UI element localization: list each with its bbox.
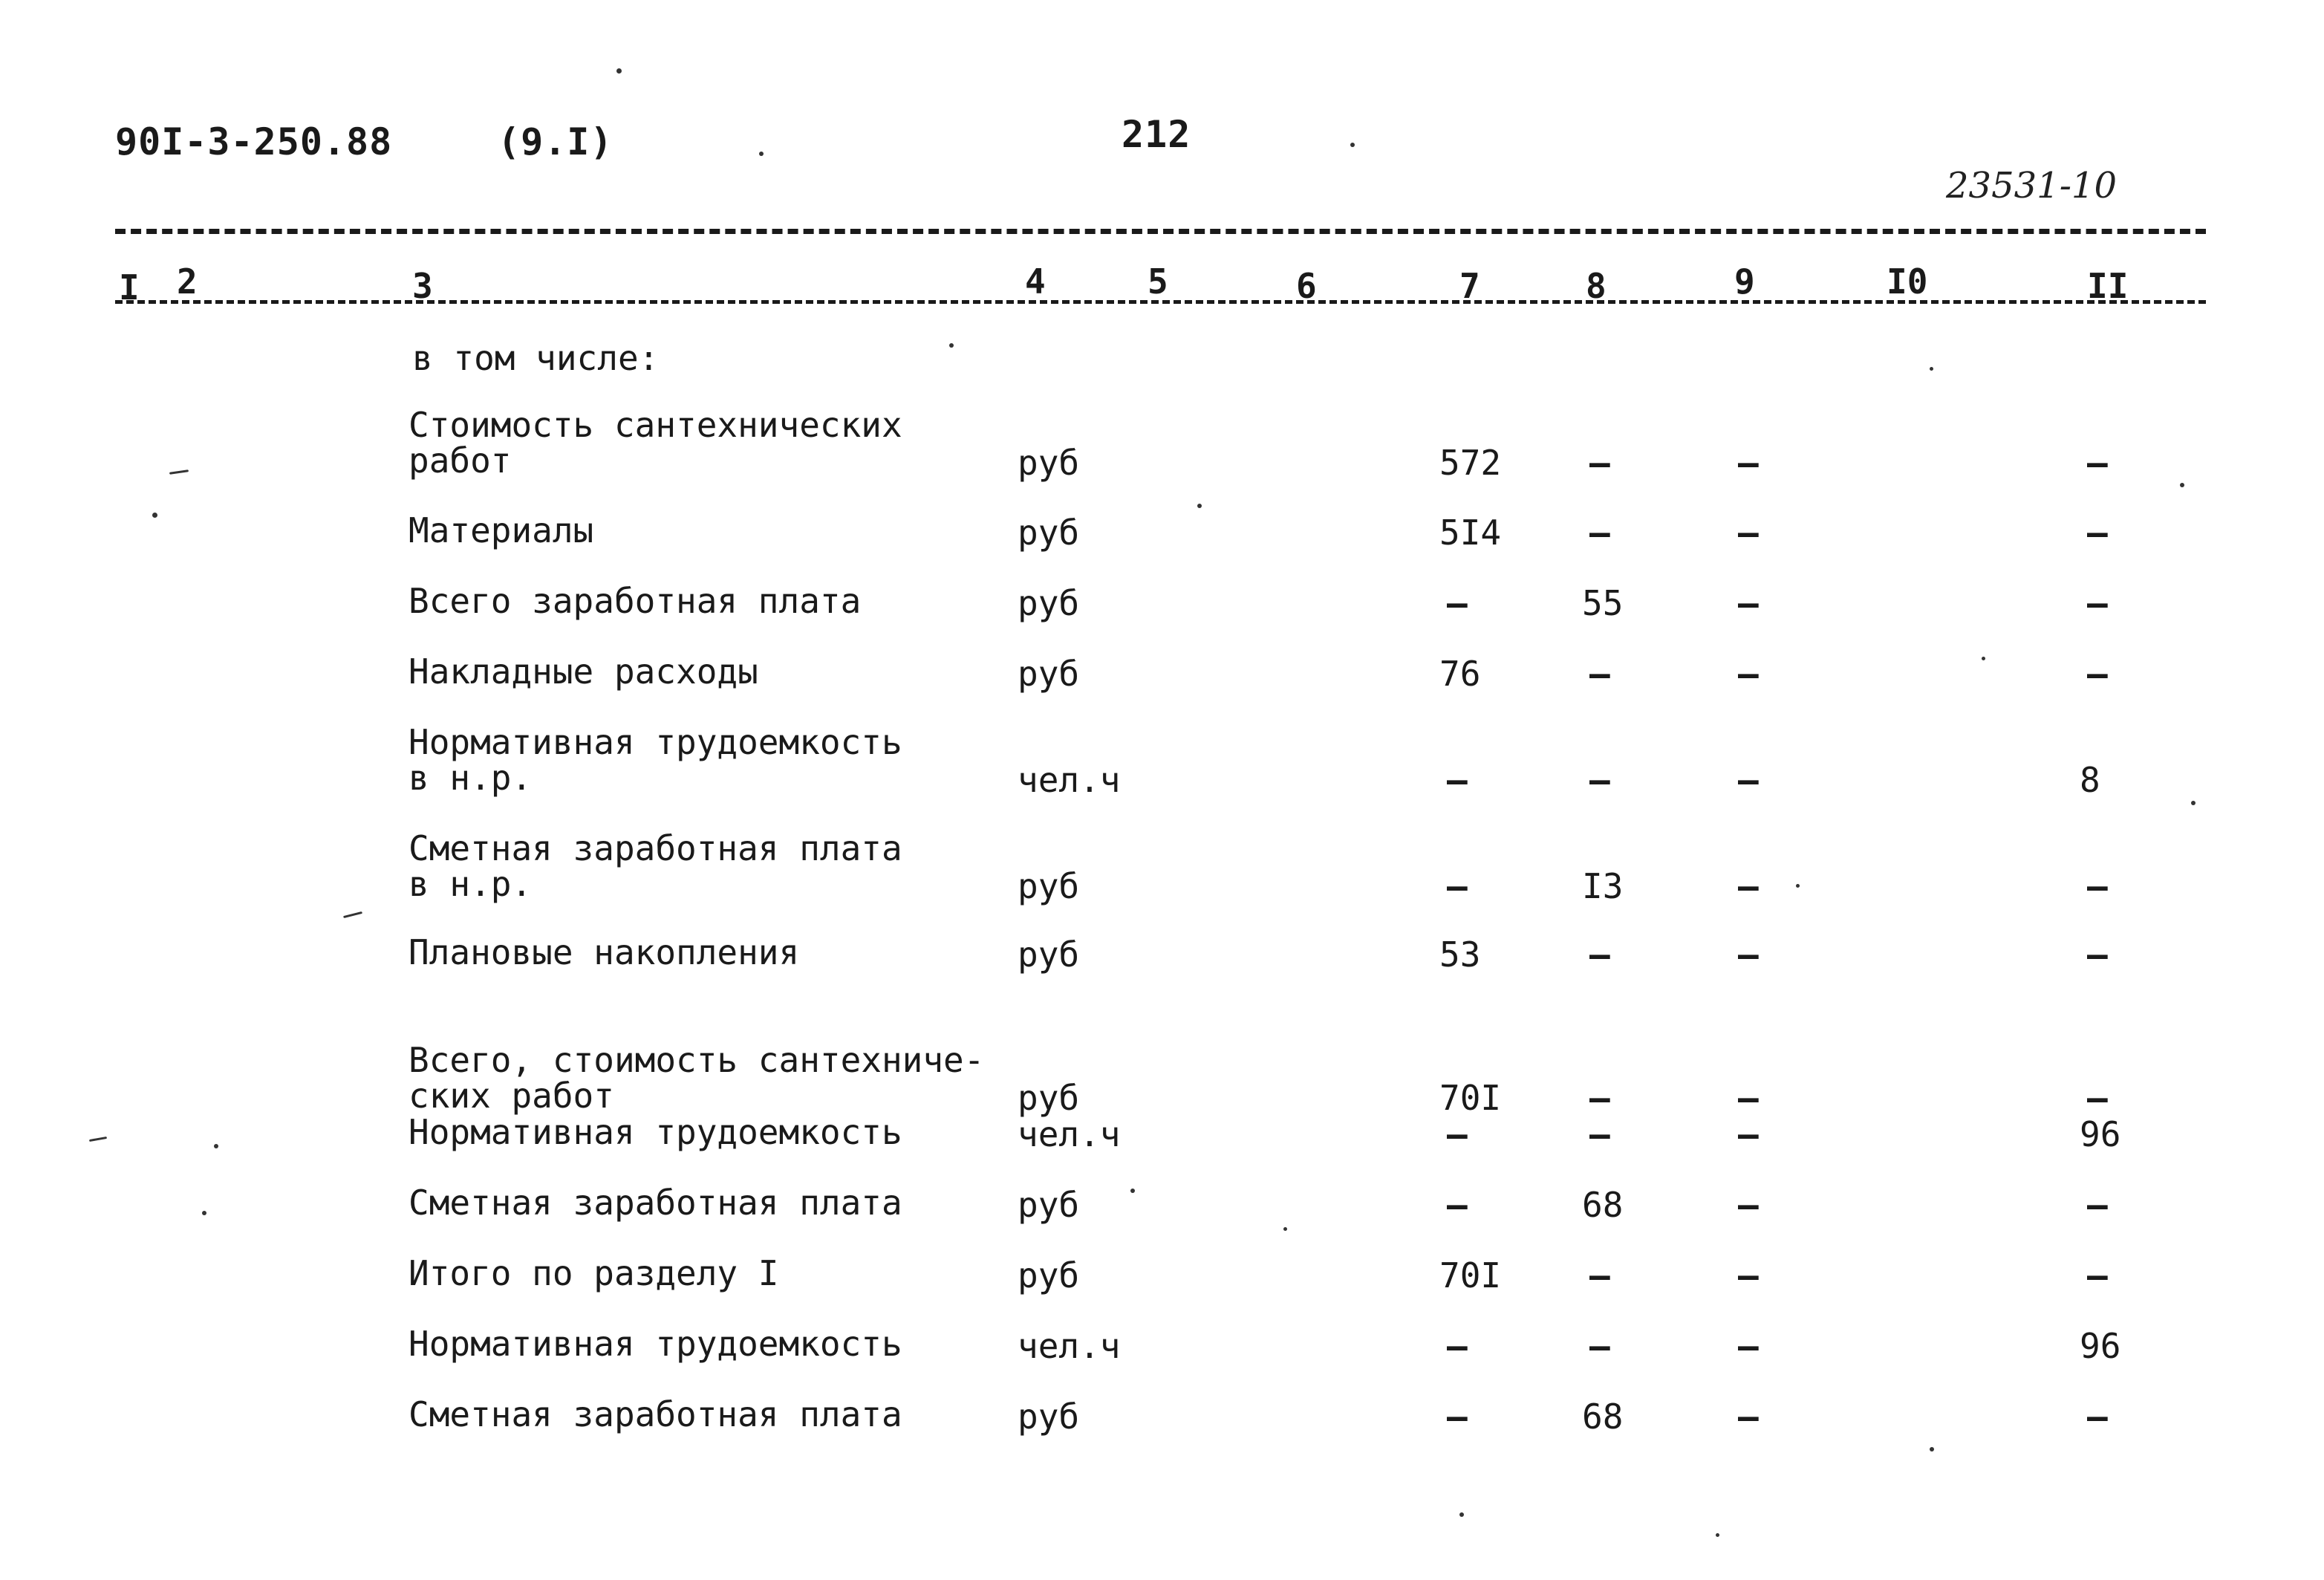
col-number-4: 4 (1025, 261, 1046, 302)
row-unit: руб (1018, 583, 1080, 623)
cell-col11: 8 (2080, 760, 2100, 800)
cell-col8: – (1589, 1326, 1610, 1366)
col-number-8: 8 (1586, 266, 1607, 306)
cell-col8: – (1589, 1078, 1610, 1118)
cell-col8: 55 (1582, 583, 1624, 623)
scan-speck (1982, 657, 1985, 660)
cell-col8: – (1589, 513, 1610, 553)
col-number-11: II (2087, 266, 2129, 306)
cell-col8: 68 (1582, 1185, 1624, 1225)
cell-col11: – (2087, 866, 2108, 906)
col-number-5: 5 (1148, 261, 1168, 302)
row-description: Сметная заработная плата (409, 1183, 902, 1223)
scan-speck (1350, 143, 1355, 147)
cell-col11: – (2087, 1185, 2108, 1225)
scan-speck (152, 513, 157, 518)
row-unit: руб (1018, 1078, 1080, 1118)
row-description: Стоимость сантехнических (409, 405, 902, 445)
col-number-2: 2 (177, 261, 198, 302)
intro-text: в том числе: (412, 338, 660, 378)
row-unit: руб (1018, 1185, 1080, 1225)
row-unit: руб (1018, 934, 1080, 975)
row-description: Накладные расходы (409, 651, 758, 692)
cell-col11: – (2087, 1397, 2108, 1437)
cell-col7: 70I (1439, 1255, 1502, 1295)
scan-speck (169, 469, 189, 475)
row-unit: чел.ч (1018, 1114, 1121, 1154)
scan-speck (949, 343, 954, 348)
row-description: работ (409, 440, 512, 481)
cell-col9: – (1738, 1397, 1759, 1437)
row-description: в н.р. (409, 864, 533, 904)
row-unit: руб (1018, 513, 1080, 553)
row-unit: руб (1018, 443, 1080, 483)
col-number-3: 3 (412, 266, 433, 306)
cell-col8: – (1589, 443, 1610, 483)
row-description: Нормативная трудоемкость (409, 722, 902, 762)
scan-speck (1130, 1189, 1135, 1193)
row-description: ских работ (409, 1076, 614, 1116)
scan-speck (1716, 1533, 1719, 1537)
col-number-9: 9 (1734, 261, 1755, 302)
cell-col11: – (2087, 1255, 2108, 1295)
cell-col11: – (2087, 1078, 2108, 1118)
sheet-reference: 23531-10 (1946, 165, 2117, 207)
row-unit: руб (1018, 866, 1080, 906)
col-number-7: 7 (1459, 266, 1480, 306)
cell-col11: – (2087, 654, 2108, 694)
row-description: Материалы (409, 510, 594, 550)
row-description: Всего заработная плата (409, 581, 862, 621)
cell-col9: – (1738, 934, 1759, 975)
cell-col7: – (1447, 1326, 1468, 1366)
cell-col9: – (1738, 583, 1759, 623)
cell-col11: – (2087, 583, 2108, 623)
cell-col8: – (1589, 760, 1610, 800)
cell-col9: – (1738, 1114, 1759, 1154)
cell-col7: 53 (1439, 934, 1481, 975)
cell-col8: – (1589, 1255, 1610, 1295)
scan-speck (616, 68, 622, 74)
row-description: Плановые накопления (409, 932, 800, 972)
document-code: 90I-3-250.88 (115, 120, 393, 163)
cell-col11: 96 (2080, 1114, 2121, 1154)
cell-col9: – (1738, 760, 1759, 800)
row-unit: руб (1018, 1255, 1080, 1295)
cell-col9: – (1738, 513, 1759, 553)
scan-speck (214, 1144, 218, 1148)
cell-col7: – (1447, 583, 1468, 623)
cell-col7: 572 (1439, 443, 1502, 483)
cell-col8: – (1589, 934, 1610, 975)
cell-col7: 5I4 (1439, 513, 1502, 553)
cell-col9: – (1738, 1078, 1759, 1118)
page-number: 212 (1122, 113, 1191, 156)
section-number: (9.I) (498, 120, 613, 163)
cell-col7: – (1447, 866, 1468, 906)
col-number-1: I (119, 267, 140, 308)
cell-col11: – (2087, 934, 2108, 975)
cell-col9: – (1738, 654, 1759, 694)
col-number-10: I0 (1887, 261, 1928, 302)
scan-speck (1197, 504, 1202, 508)
cell-col8: – (1589, 654, 1610, 694)
scan-speck (202, 1211, 206, 1215)
row-description: Итого по разделу I (409, 1253, 779, 1293)
cell-col8: I3 (1582, 866, 1624, 906)
cell-col7: – (1447, 760, 1468, 800)
row-unit: чел.ч (1018, 1326, 1121, 1366)
row-unit: руб (1018, 1397, 1080, 1437)
scan-speck (89, 1137, 107, 1142)
scan-speck (2180, 483, 2184, 487)
row-description: Сметная заработная плата (409, 828, 902, 868)
scan-speck (1459, 1512, 1464, 1517)
cell-col9: – (1738, 866, 1759, 906)
cell-col7: 70I (1439, 1078, 1502, 1118)
row-unit: чел.ч (1018, 760, 1121, 800)
row-description: в н.р. (409, 758, 533, 798)
cell-col11: – (2087, 513, 2108, 553)
cell-col11: – (2087, 443, 2108, 483)
cell-col8: 68 (1582, 1397, 1624, 1437)
col-number-6: 6 (1296, 266, 1317, 306)
row-description: Всего, стоимость сантехниче- (409, 1040, 985, 1080)
cell-col8: – (1589, 1114, 1610, 1154)
cell-col11: 96 (2080, 1326, 2121, 1366)
scan-speck (1796, 884, 1800, 888)
scan-speck (1930, 1447, 1934, 1451)
column-header-rule (115, 300, 2206, 304)
cell-col9: – (1738, 1255, 1759, 1295)
scan-speck (1283, 1227, 1287, 1231)
scan-speck (343, 911, 362, 918)
row-description: Сметная заработная плата (409, 1394, 902, 1434)
top-rule (115, 229, 2206, 234)
row-description: Нормативная трудоемкость (409, 1324, 902, 1364)
scan-speck (759, 152, 764, 156)
cell-col7: – (1447, 1114, 1468, 1154)
cell-col7: – (1447, 1185, 1468, 1225)
cell-col7: 76 (1439, 654, 1481, 694)
row-unit: руб (1018, 654, 1080, 694)
cell-col9: – (1738, 1326, 1759, 1366)
cell-col7: – (1447, 1397, 1468, 1437)
scan-speck (2191, 801, 2196, 805)
row-description: Нормативная трудоемкость (409, 1112, 902, 1152)
scan-speck (1930, 367, 1933, 371)
cell-col9: – (1738, 1185, 1759, 1225)
cell-col9: – (1738, 443, 1759, 483)
